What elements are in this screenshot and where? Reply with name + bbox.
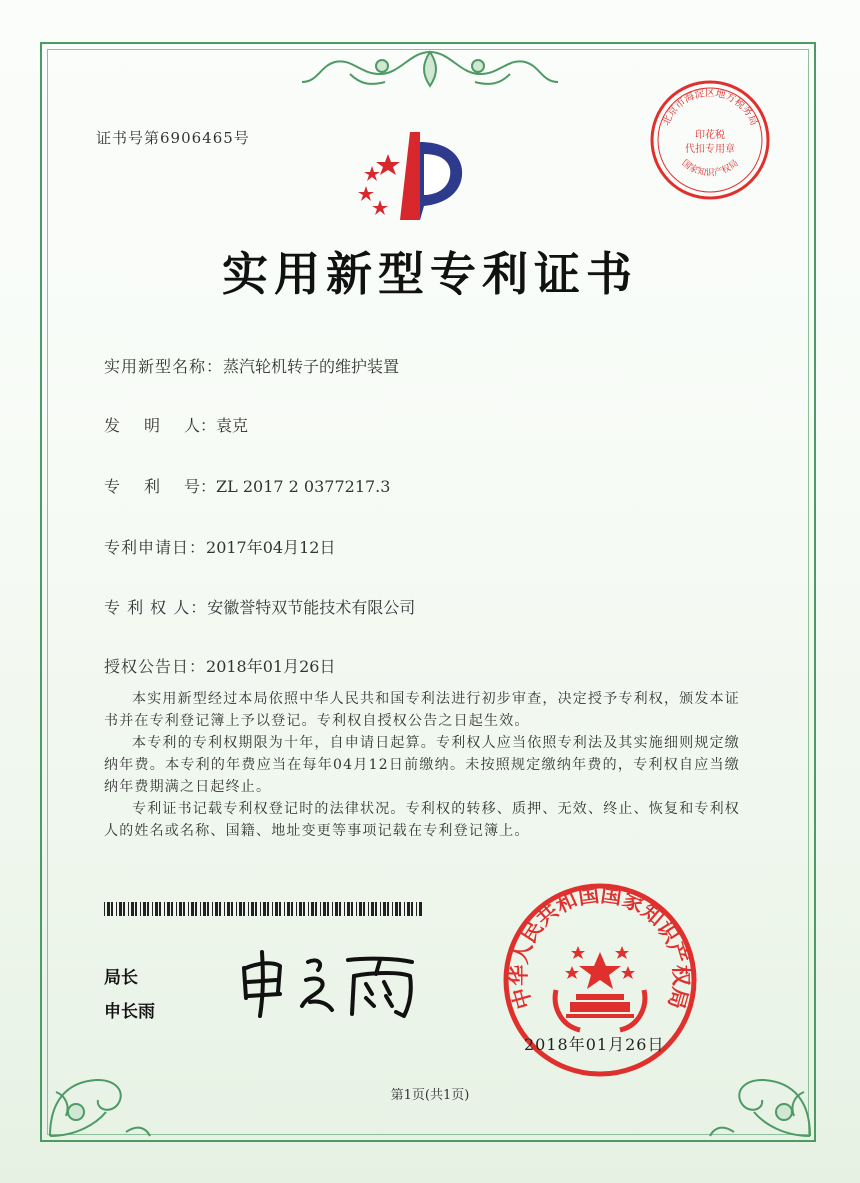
barcode-bar: [227, 902, 230, 916]
page-number: 第1页(共1页): [390, 1088, 470, 1103]
barcode-bar: [375, 902, 377, 916]
barcode-bar: [195, 902, 197, 916]
certificate-body: [104, 688, 740, 842]
barcode-bar: [275, 902, 278, 916]
field-label: 授权公告日：: [104, 657, 207, 676]
svg-text:中华人民共和国国家知识产权局: [507, 882, 693, 1011]
barcode-bar: [296, 902, 297, 916]
barcode-bar: [179, 902, 182, 916]
barcode-bar: [152, 902, 153, 916]
barcode-bar: [183, 902, 185, 916]
barcode-bar: [140, 902, 141, 916]
barcode-icon: [104, 902, 422, 916]
barcode-bar: [308, 902, 309, 916]
barcode-bar: [224, 902, 225, 916]
barcode-bar: [315, 902, 317, 916]
barcode-bar: [416, 902, 417, 916]
barcode-bar: [111, 902, 113, 916]
barcode-bar: [236, 902, 237, 916]
barcode-bar: [243, 902, 245, 916]
barcode-bar: [219, 902, 221, 916]
barcode-bar: [167, 902, 170, 916]
barcode-bar: [399, 902, 401, 916]
barcode-bar: [359, 902, 362, 916]
field-label: 专 利 号：: [104, 477, 217, 496]
barcode-bar: [135, 902, 137, 916]
barcode-bar: [287, 902, 290, 916]
barcode-bar: [207, 902, 209, 916]
barcode-bar: [299, 902, 302, 916]
barcode-bar: [159, 902, 161, 916]
barcode-bar: [107, 902, 110, 916]
barcode-bar: [143, 902, 146, 916]
barcode-bar: [407, 902, 410, 916]
barcode-bar: [251, 902, 254, 916]
barcode-bar: [344, 902, 345, 916]
barcode-bar: [104, 902, 105, 916]
handwritten-signature-icon: [236, 940, 426, 1020]
field-patent-number: [104, 474, 390, 497]
barcode-bar: [119, 902, 122, 916]
barcode-bar: [200, 902, 201, 916]
barcode-bar: [128, 902, 129, 916]
barcode-bar: [248, 902, 249, 916]
barcode-bar: [320, 902, 321, 916]
barcode-bar: [164, 902, 165, 916]
barcode-bar: [116, 902, 117, 916]
barcode-bar: [131, 902, 134, 916]
barcode-bar: [123, 902, 125, 916]
field-value: 袁克: [216, 416, 249, 435]
barcode-bar: [212, 902, 213, 916]
tax-stamp-bottom-text: 国家知识产权局: [679, 158, 741, 179]
svg-text:国家知识产权局: [679, 158, 740, 179]
field-value: 2017年04月12日: [206, 538, 336, 557]
barcode-bar: [335, 902, 338, 916]
barcode-bar: [147, 902, 149, 916]
barcode-bar: [323, 902, 326, 916]
barcode-bar: [392, 902, 393, 916]
barcode-bar: [395, 902, 398, 916]
director-name: 申长雨: [104, 1002, 155, 1022]
barcode-bar: [411, 902, 413, 916]
barcode-bar: [351, 902, 353, 916]
certificate-title: 实用新型专利证书: [222, 247, 638, 301]
barcode-bar: [272, 902, 273, 916]
barcode-bar: [419, 902, 422, 916]
barcode-bar: [188, 902, 189, 916]
field-grant-date: [104, 654, 335, 677]
tax-stamp-inner-line1: 印花税: [695, 130, 725, 141]
certificate-number: 证书号第6906465号: [96, 129, 250, 147]
barcode-bar: [155, 902, 158, 916]
barcode-bar: [311, 902, 314, 916]
barcode-bar: [303, 902, 305, 916]
barcode-bar: [368, 902, 369, 916]
seal-outer-text: 中华人民共和国国家知识产权局: [506, 882, 694, 1012]
barcode-bar: [203, 902, 206, 916]
field-label: 专 利 权 人：: [104, 598, 208, 617]
body-paragraph: 本专利的专利权期限为十年，自申请日起算。专利权人应当依照专利法及其实施细则规定缴纳年费。本专利的年费应当在每年04月12日前缴纳。未按照规定缴纳年费的，专利权自应当缴纳年费期满之日起终止。: [104, 735, 740, 795]
barcode-bar: [404, 902, 405, 916]
barcode-bar: [327, 902, 329, 916]
field-patentee: [104, 595, 415, 618]
barcode-bar: [291, 902, 293, 916]
barcode-bar: [176, 902, 177, 916]
seal-date: 2018年01月26日: [524, 1035, 665, 1054]
barcode-bar: [215, 902, 218, 916]
barcode-bar: [255, 902, 257, 916]
field-value: ZL 2017 2 0377217.3: [216, 477, 391, 496]
tax-stamp-inner-line2: 代扣专用章: [685, 144, 735, 155]
barcode-bar: [231, 902, 233, 916]
barcode-bar: [383, 902, 386, 916]
barcode-bar: [356, 902, 357, 916]
barcode-bar: [284, 902, 285, 916]
field-inventor: [104, 413, 248, 436]
barcode-bar: [260, 902, 261, 916]
tax-stamp-icon: [648, 78, 772, 202]
field-value: 蒸汽轮机转子的维护装置: [223, 357, 400, 376]
field-filing-date: [104, 535, 335, 558]
field-utility-model-name: [104, 354, 399, 377]
top-ornament-icon: [290, 44, 570, 94]
field-label: 专利申请日：: [104, 538, 207, 557]
barcode-bar: [347, 902, 350, 916]
field-label: 发 明 人：: [104, 416, 217, 435]
barcode-bar: [371, 902, 374, 916]
barcode-bar: [363, 902, 365, 916]
patent-office-logo-icon: [340, 120, 470, 230]
barcode-bar: [387, 902, 389, 916]
tax-stamp-outer-text: 北京市海淀区地方税务局: [660, 88, 760, 128]
barcode-bar: [339, 902, 341, 916]
barcode-bar: [191, 902, 194, 916]
barcode-bar: [332, 902, 333, 916]
barcode-bar: [279, 902, 281, 916]
barcode-bar: [263, 902, 266, 916]
field-value: 2018年01月26日: [206, 657, 336, 676]
barcode-bar: [171, 902, 173, 916]
barcode-bar: [380, 902, 381, 916]
field-value: 安徽誉特双节能技术有限公司: [207, 598, 416, 617]
barcode-bar: [239, 902, 242, 916]
body-paragraph: 专利证书记载专利权登记时的法律状况。专利权的转移、质押、无效、终止、恢复和专利权人的姓名或名称、国籍、地址变更等事项记载在专利登记簿上。: [104, 801, 740, 839]
body-paragraph: 本实用新型经过本局依照中华人民共和国专利法进行初步审查，决定授予专利权，颁发本证书并在专利登记簿上予以登记。专利权自授权公告之日起生效。: [104, 691, 740, 729]
barcode-bar: [267, 902, 269, 916]
director-title: 局长: [104, 968, 138, 988]
field-label: 实用新型名称：: [104, 357, 224, 376]
